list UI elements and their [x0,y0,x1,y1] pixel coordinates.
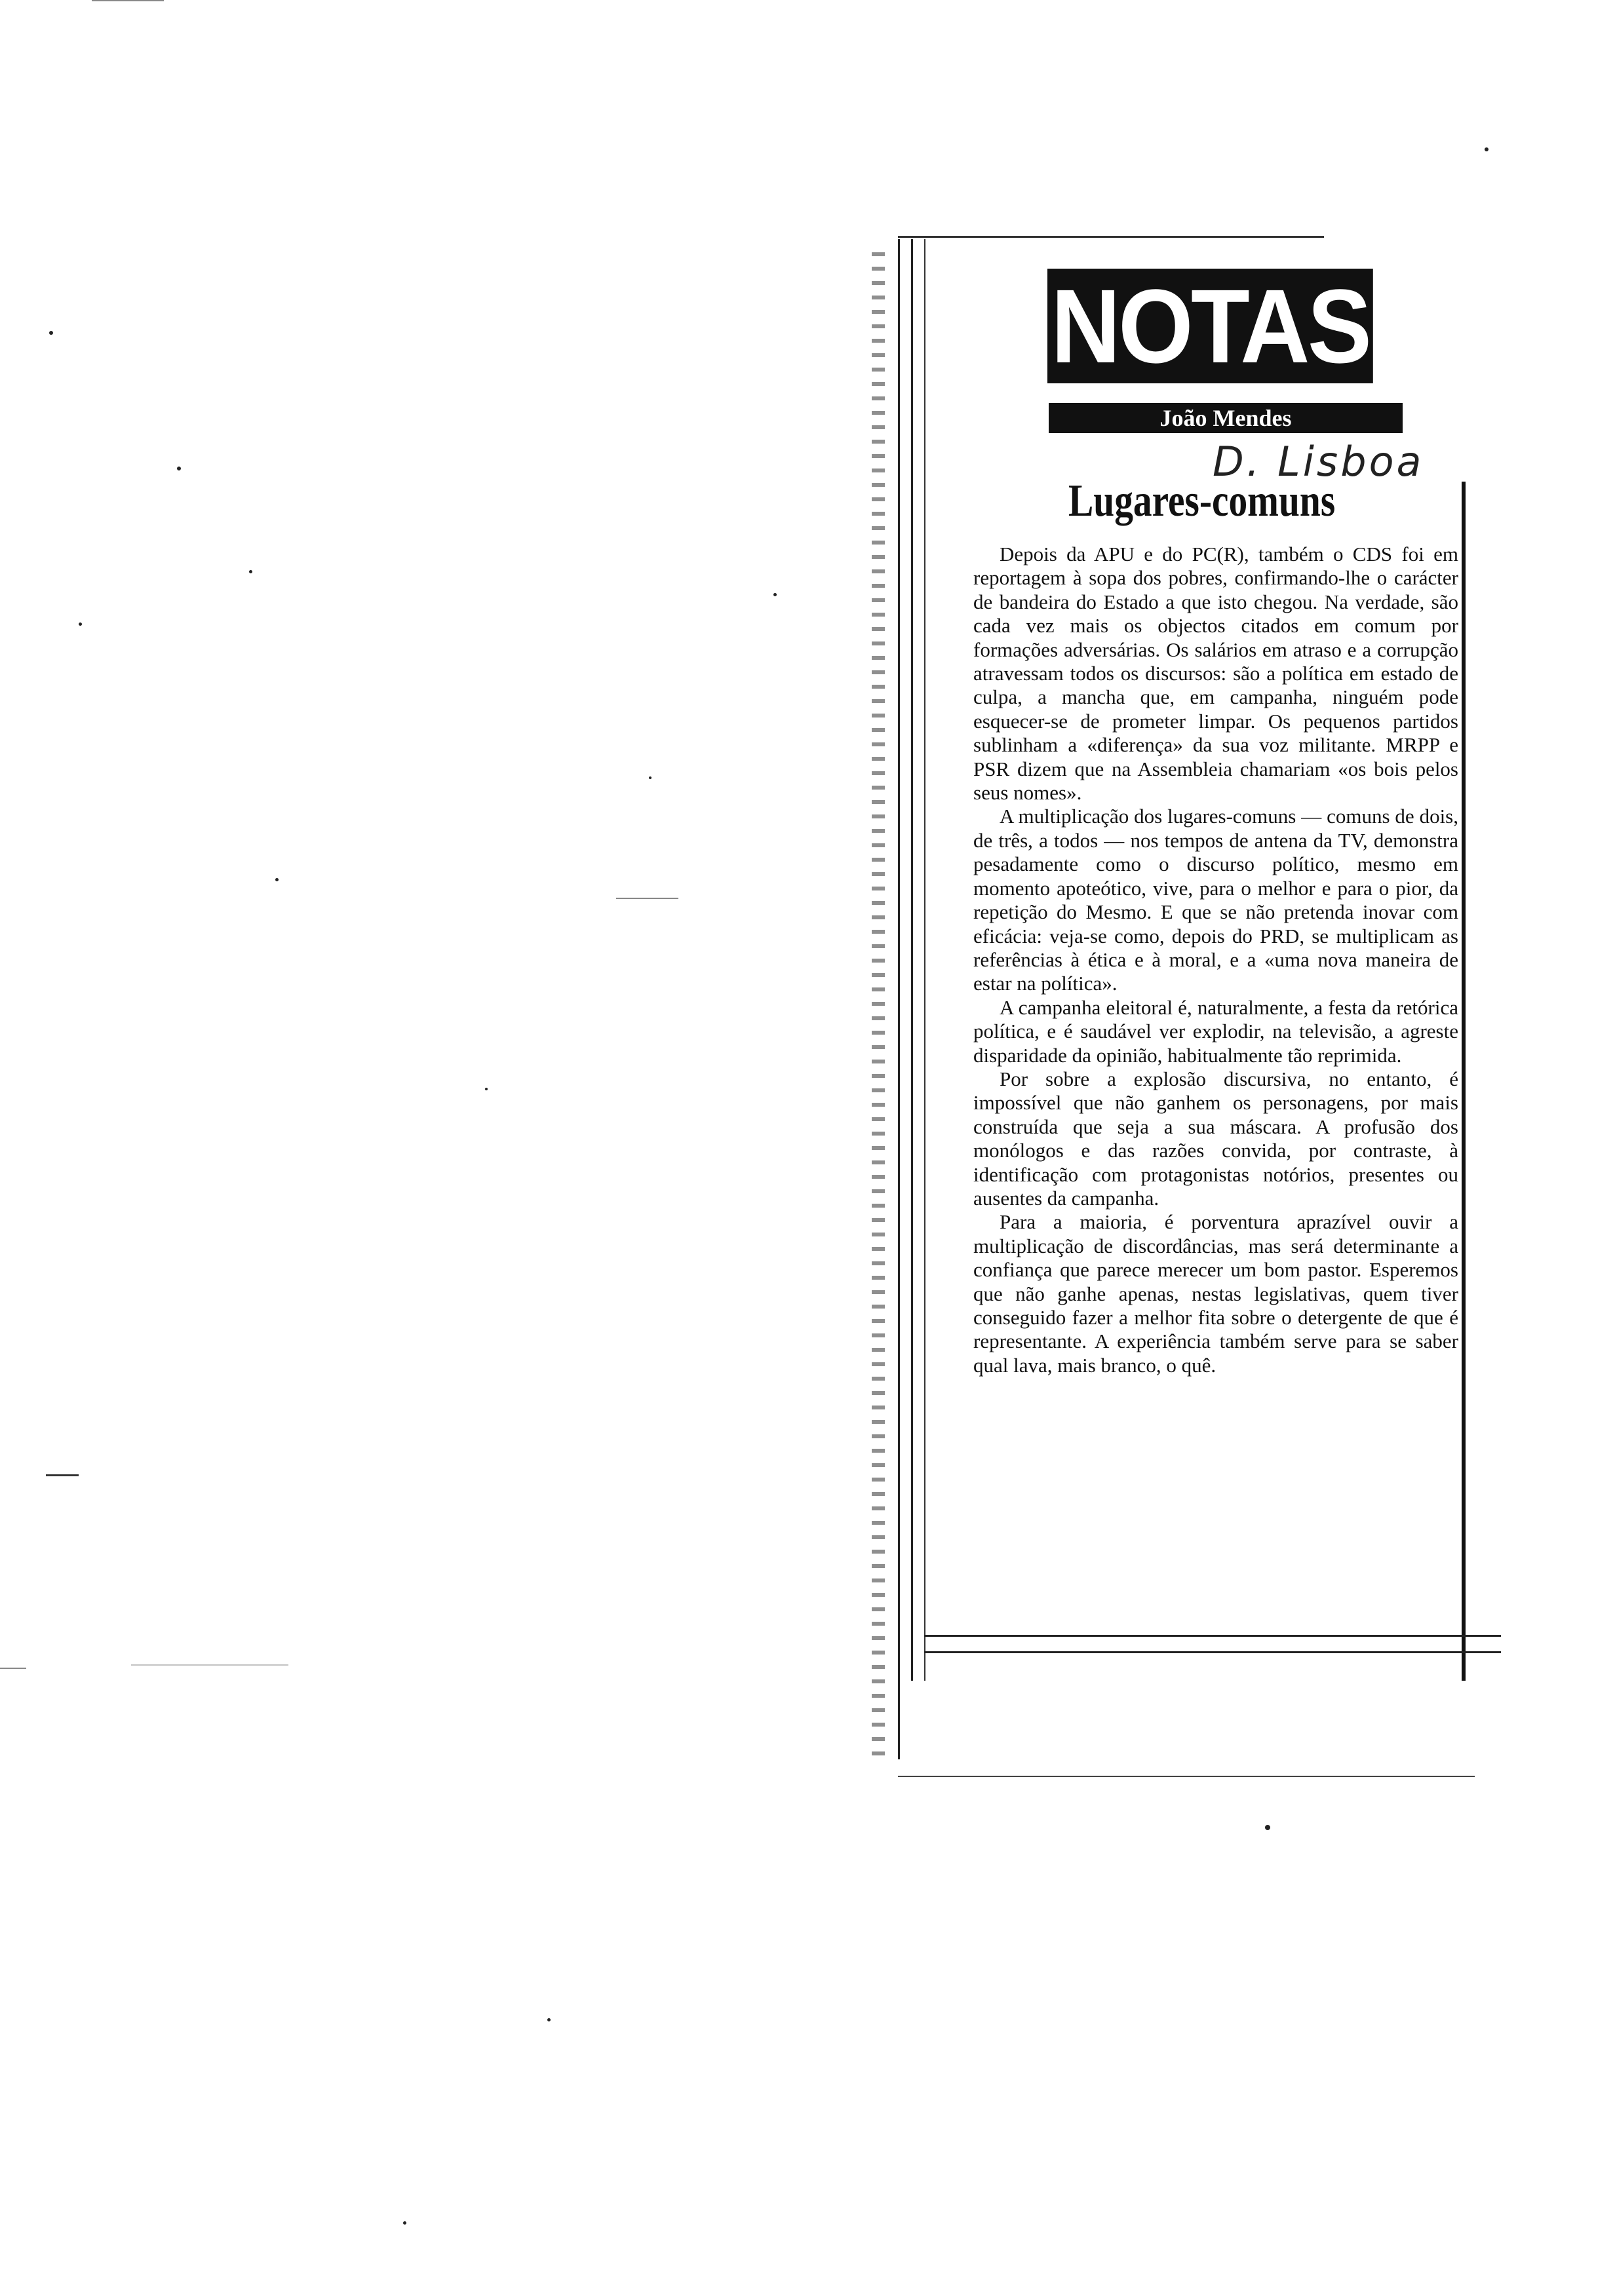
scan-artifact [131,1664,288,1666]
frame-rule [1462,482,1466,1681]
scan-artifact [46,1474,79,1476]
scan-artifact [92,0,164,1]
frame-rule [898,239,900,1759]
scan-speck [1485,147,1489,151]
byline: João Mendes [1049,403,1403,433]
section-title: NOTAS [1047,269,1373,383]
article-paragraph: A campanha eleitoral é, naturalmente, a festa da retórica política, e é saudável ver explodir, na televisão, a agreste disparidade da opinião, habitualmente tão reprimida. [973,995,1458,1067]
article-paragraph: A multiplicação dos lugares-comuns — comuns de dois, de três, a todos — nos tempos de antena da TV, demonstra pesadamente como o discurso político, mesmo em momento apoteótico, vive, para o melhor e para o pior, da repetição do Mesmo. E que se não pretenda inovar com eficácia: veja-se como, depois do PRD, se multiplicam as referências à ética e à moral, e a «uma nova maneira de estar na política». [973,805,1458,995]
article-paragraph: Depois da APU e do PC(R), também o CDS foi em reportagem à sopa dos pobres, confirmando-lhe o carácter de bandeira do Estado a que isto chegou. Na verdade, são cada vez mais os objectos citados em comum por formações adversárias. Os salários em atraso e a corrupção atravessam todos os discursos: são a política em estado de culpa, a mancha que, em campanha, ninguém pode esquecer-se de prometer limpar. Os pequenos partidos sublinham a «diferença» da sua voz militante. MRPP e PSR dizem que na Assembleia chamariam «os bois pelos seus nomes». [973,543,1458,805]
scan-speck [275,878,279,881]
handwritten-note: D. Lisboa [1213,438,1424,486]
scan-speck [547,2018,551,2021]
frame-rule [924,1635,1501,1637]
scan-speck [773,593,777,596]
scan-speck [649,776,652,779]
article-headline: Lugares-comuns [1068,476,1336,526]
frame-rule [911,239,913,1681]
article-body [973,543,1458,1377]
article-paragraph: Por sobre a explosão discursiva, no entanto, é impossível que não ganhem os personagens, por mais construída que seja a sua máscara. A profusão dos monólogos e das razões convida, por contraste, à identificação com protagonistas notórios, presentes ou ausentes da campanha. [973,1067,1458,1210]
scan-speck [79,622,82,626]
scan-speck [177,467,181,470]
article-paragraph: Para a maioria, é porventura aprazível ouvir a multiplicação de discordâncias, mas será determinante a confiança que parece merecer um bom pastor. Esperemos que não ganhe apenas, nestas legislativas, quem tiver conseguido fazer a melhor fita sobre o detergente de que é representante. A experiência também serve para se saber qual lava, mais branco, o quê. [973,1210,1458,1377]
scan-artifact [0,1668,26,1669]
scan-artifact [616,898,678,899]
newspaper-clipping [872,226,1501,1786]
frame-rule [924,239,925,1681]
scan-speck [49,331,53,335]
scan-speck [485,1088,488,1090]
frame-rule [924,1651,1501,1653]
scan-speck [403,2221,406,2225]
frame-rule [898,236,1324,238]
frame-rule [898,1776,1475,1777]
scan-speck [249,570,252,573]
clipping-edge-shadow [872,252,885,1759]
scan-speck [1265,1825,1270,1830]
